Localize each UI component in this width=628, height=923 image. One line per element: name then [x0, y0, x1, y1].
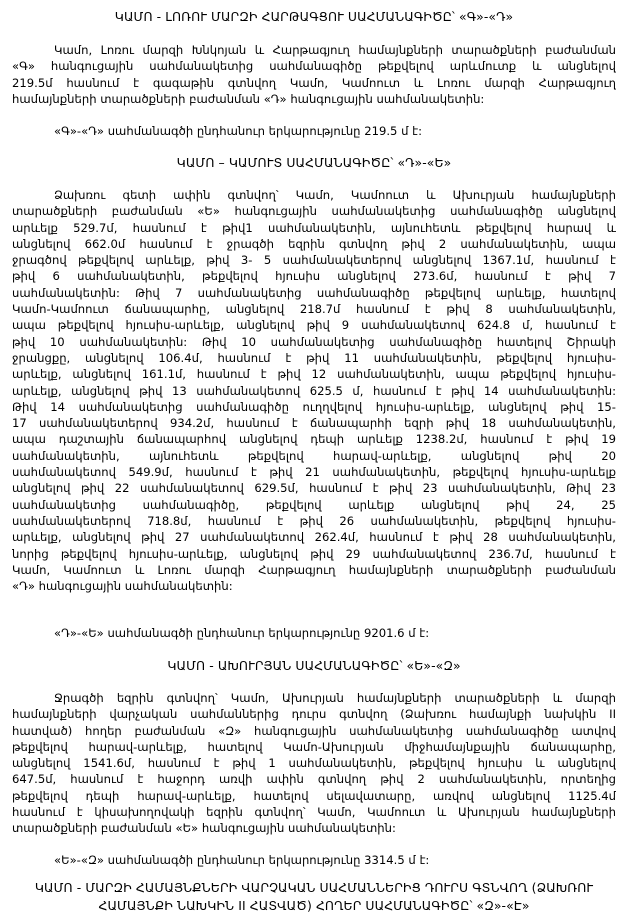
text-line: տարածքների բաժանման «Ե» հանգուցային սահմանակետին: — [12, 821, 396, 836]
text-line: 219.5մ հասնում է գագաթին գտնվող Կամո, Կամոուտ և Լոռու մարզի Հարթագյուղ — [12, 75, 616, 90]
text-line: հասնում է կիսախողովակի եզրին գտնվող՝ Կամո, Կամոուտ և Ախուրյան համայնքների — [12, 805, 616, 820]
text-line: սահմանակետին: Թիվ 7 սահմանակետից սահմանագիծը թեքվելով արևելք, հատելով — [12, 285, 616, 300]
text-line: թեքվելով դեպի հարավ-արևելք, հատելով սելավատարը, առվով անցնելով 1125.4մ — [12, 788, 616, 803]
text-line: «Գ» հանգուցային սահմանակետից սահմանագիծը թեքվելով արևմուտք և անցնելով — [12, 59, 616, 74]
text-line: սահմանակետով 549.9մ, հասնում է թիվ 21 սահմանակետին, թեքվելով հյուսիս-արևելք — [12, 465, 616, 480]
section-heading-d-e — [0, 155, 628, 171]
text-line: արևելք, անցնելով թիվ 27 սահմանակետով 262.4մ, հասնում է թիվ 28 սահմանակետին, — [12, 530, 616, 545]
heading-text: ԿԱՄՈ - ԼՈՌՈՒ ՄԱՐԶԻ ՀԱՐԹԱԳՑՈՒ ՍԱՀՄԱՆԱԳԻԾԸ՝ «Գ»-«Դ» — [114, 9, 514, 24]
text-line: Կամո-Կամոուտ ճանապարհը, անցնելով 218.7մ հասնում է թիվ 8 սահմանակետին, — [12, 302, 616, 317]
text-line: անցնելով 1541.6մ, հասնում է թիվ 1 սահմանակետին, թեքվելով հյուսիս և անցնելով — [12, 756, 616, 771]
text-line: ջրանցքը, անցնելով 106.4մ, հասնում է թիվ 11 սահմանակետին, թեքվելով հյուսիս- — [12, 350, 616, 365]
text-line: Կամո, Լոռու մարզի Խնկոյան և Հարթագյուղ համայնքների տարածքների բաժանման — [54, 43, 616, 57]
text-line: Ձախռու գետի ափին գտնվող՝ Կամո, Կամոուտ և Ախուրյան համայնքների — [54, 188, 616, 202]
text-line: համայնքների վարչական սահմաններից դուրս գտնվող (Ձախռու համայնքի նախկին II — [12, 707, 616, 722]
paragraph-e-z — [12, 690, 616, 837]
text-line: տարածքների բաժանման «Ե» հանգուցային սահմանակետից սահմանագիծը անցնելով — [12, 204, 616, 219]
heading-text: ԿԱՄՈ - ԱԽՈՒՐՅԱՆ ՍԱՀՄԱՆԱԳԻԾԸ՝ «Ե»-«Զ» — [167, 658, 461, 673]
text-line: արևելք, անցնելով թիվ 13 սահմանակետով 625.5 մ, հասնում է թիվ 14 սահմանակետին: — [12, 383, 616, 398]
summary-line: «Գ»-«Դ» սահմանագծի ընդհանուր երկարությունը 219.5 մ է: — [54, 124, 422, 138]
section-heading-z-e — [0, 879, 628, 915]
summary-line: «Դ»-«Ե» սահմանագծի ընդհանուր երկարությունը 9201.6 մ է: — [54, 626, 430, 640]
summary-line: «Ե»-«Զ» սահմանագծի ընդհանուր երկարությունը 3314.5 մ է: — [54, 853, 430, 867]
text-line: Ջրագծի եզրին գտնվող՝ Կամո, Ախուրյան համայնքների տարածքների և մարզի — [54, 691, 616, 705]
text-line: 647.5մ, հասնում է հաջորդ առվի ափին գտնվող թիվ 2 սահմանակետին, որտեղից — [12, 772, 616, 787]
heading-text-line-1: ԿԱՄՈ - ՄԱՐԶԻ ՀԱՄԱՅՆՔՆԵՐԻ ՎԱՐՉԱԿԱՆ ՍԱՀՄԱՆՆԵՐԻՑ ԴՈՒՐՍ ԳՏՆՎՈՂ (ՁԱԽՌՈՒ — [34, 880, 594, 895]
heading-text: ԿԱՄՈ – ԿԱՄՈՒՏ ՍԱՀՄԱՆԱԳԻԾԸ՝ «Դ»-«Ե» — [176, 155, 452, 170]
text-line: թիվ 6 սահմանակետին, թեքվելով հյուսիս անցնելով 273.6մ, հասնում է թիվ 7 — [12, 269, 616, 284]
text-line: ապա դաշտային ճանապարհով անցնելով դեպի արևելք 1238.2մ, հասնում է թիվ 19 — [12, 432, 616, 447]
text-line: թեքվելով հարավ-արևելք, հատելով Կամո-Ախուրյան միջհամայնքային ճանապարհը, — [12, 739, 616, 754]
text-line: սահմանակետերով 718.8մ, հասնում է թիվ 26 սահմանակետին, թեքվելով հյուսիս- — [12, 513, 616, 528]
section-heading-e-z — [0, 658, 628, 674]
text-line: 17 սահմանակետերով 934.2մ, հասնում է ճանապարհի եզրի թիվ 18 սահմանակետին, — [12, 416, 616, 431]
heading-text-line-2: ՀԱՄԱՅՆՔԻ ՆԱԽԿԻՆ II ՀԱՏՎԱԾ) ՀՈՂԵՐ ՍԱՀՄԱՆԱԳԻԾԸ՝ «Զ»-«Է» — [98, 898, 530, 913]
summary-d-e — [12, 625, 616, 641]
text-line: սահմանակետին, այնուհետև թեքվելով հարավ-արևելք, անցնելով թիվ 20 — [12, 448, 616, 463]
text-line: հատված) հողեր բաժանման «Զ» հանգուցային սահմանակետից սահմանագիծը ատվով — [12, 723, 616, 738]
text-line: «Դ» հանգուցային սահմանակետին: — [12, 579, 233, 594]
text-line: թիվ 10 սահմանակետին: Թիվ 10 սահմանակետից սահմանագիծը հատելով Շիրակի — [12, 334, 616, 349]
text-line: ջրագծով թեքվելով արևելք, թիվ 3- 5 սահմանակետերով անցնելով 1367.1մ, հասնում է — [12, 253, 616, 268]
text-line: Թիվ 14 սահմանակետից սահմանագիծը ուղղվելով հյուսիս-արևելք, անցնելով թիվ 15- — [12, 399, 616, 414]
section-heading-g-d — [0, 9, 628, 25]
text-line: համայնքների տարածքների բաժանման «Դ» հանգուցային սահմանակետին: — [12, 91, 485, 106]
text-line: արևելք, անցնելով 161.1մ, հասնում է թիվ 12 սահմանակետին, ապա թեքվելով հյուսիս- — [12, 367, 616, 382]
text-line: ապա թեքվելով հյուսիս-արևելք, անցնելով թիվ 9 սահմանակետով 624.8 մ, հասնում է — [12, 318, 616, 333]
text-line: նորից թեքվելով հյուսիս-արևելք, անցնելով թիվ 29 սահմանակետով 236.7մ, հասնում է — [12, 546, 616, 561]
summary-e-z — [12, 852, 616, 868]
text-line: Կամո, Կամոուտ և Լոռու մարզի Հարթագյուղ համայնքների տարածքների բաժանման — [12, 562, 616, 577]
text-line: անցնելով թիվ 22 սահմանակետով 629.5մ, հասնում է թիվ 23 սահմանակետին, Թիվ 23 — [12, 481, 616, 496]
text-line: սահմանակետից սահմանագիծը, թեքվելով արևելք անցնելով թիվ 24, 25 — [12, 497, 616, 512]
text-line: անցնելով 662.0մ հասնում է ջրագծի եզրին գտնվող թիվ 2 սահմանակետին, ապա — [12, 236, 616, 251]
paragraph-g-d — [12, 42, 616, 107]
summary-g-d — [12, 123, 616, 139]
text-line: արևելք 529.7մ, հասնում է թիվ1 սահմանակետին, այնուհետև թեքվելով հարավ և — [12, 220, 616, 235]
paragraph-d-e — [12, 187, 616, 594]
